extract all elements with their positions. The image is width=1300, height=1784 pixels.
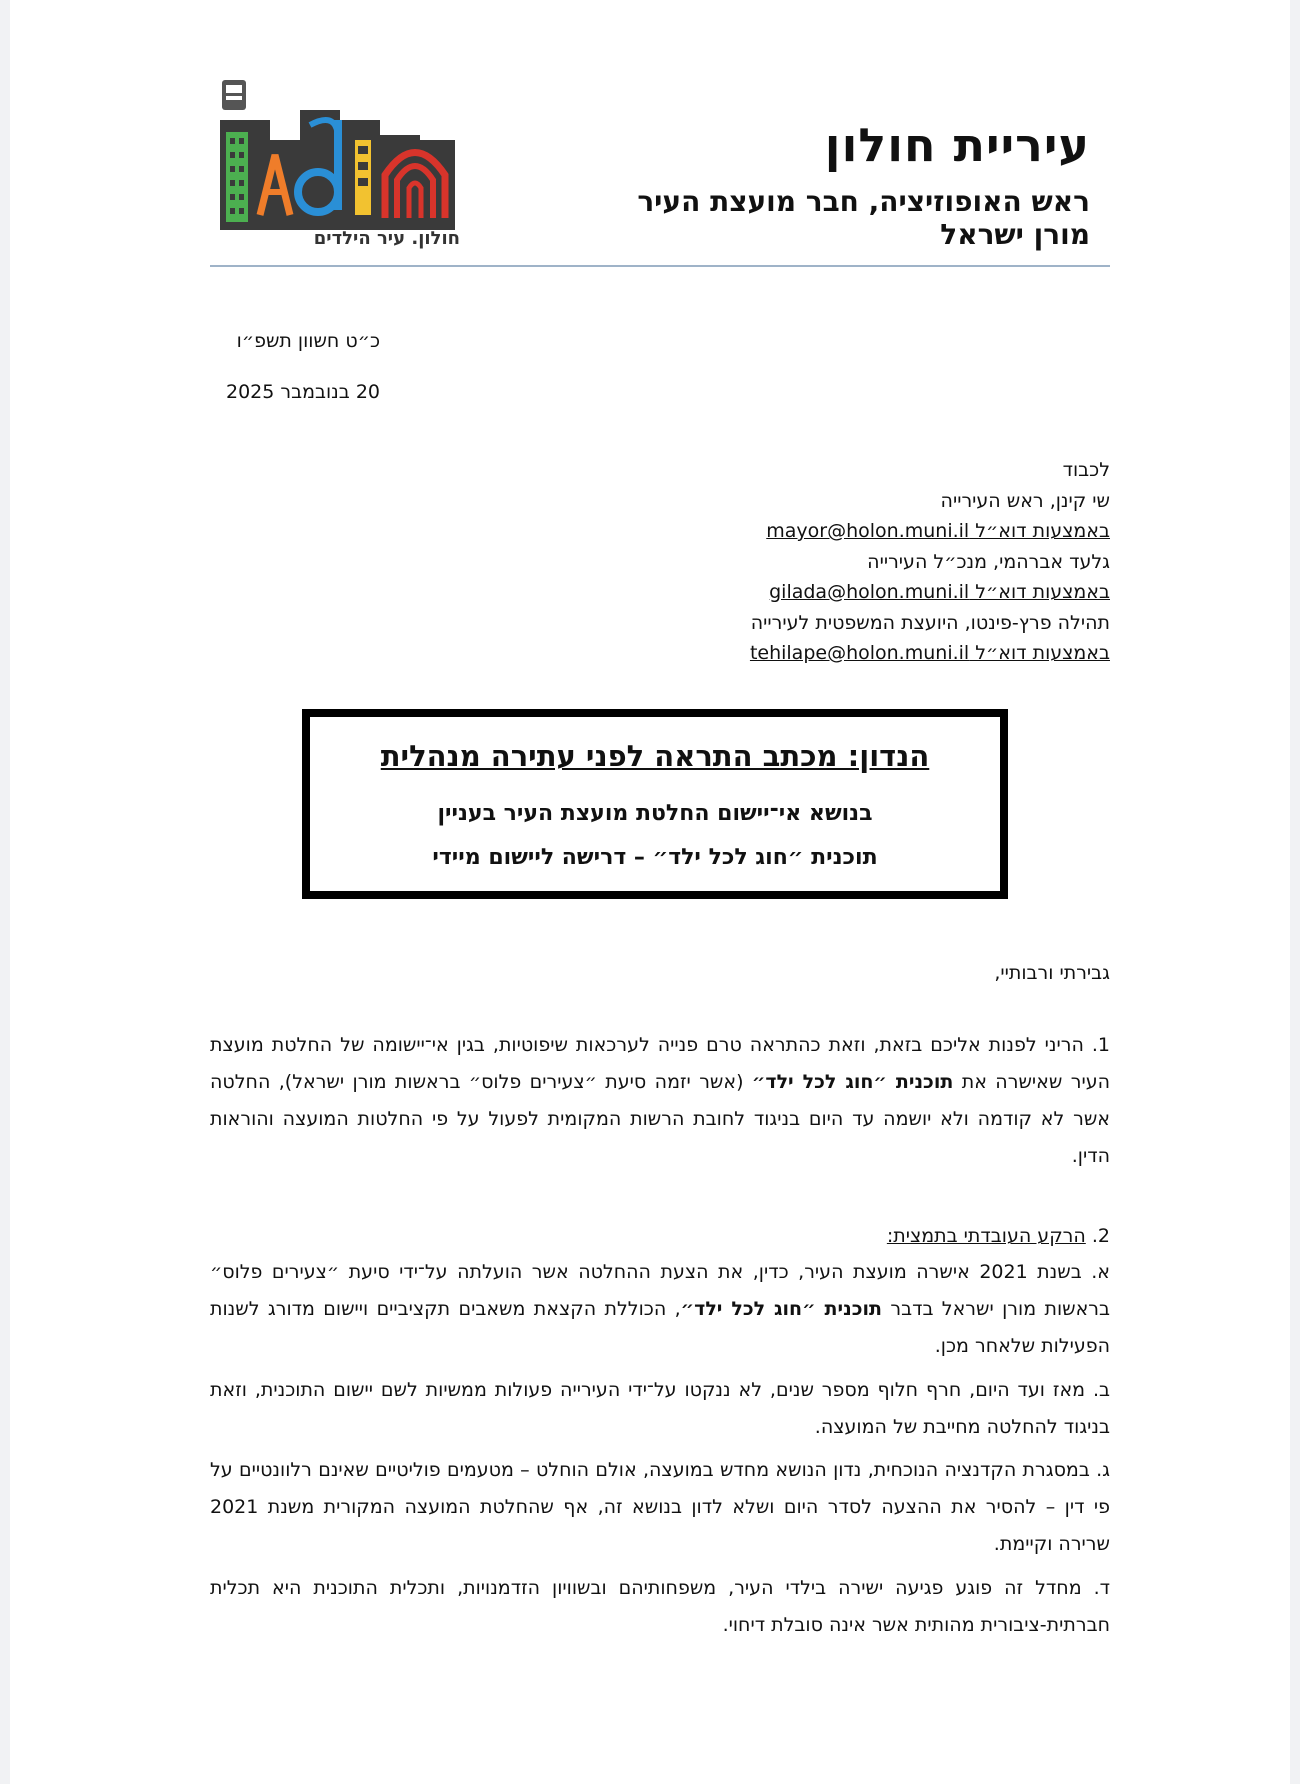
subject-title: הנדון: מכתב התראה לפני עתירה מנהלית <box>380 739 930 773</box>
recipient-ceo-email-line <box>630 577 1110 608</box>
recipient-ceo: גלעד אברהמי, מנכ״ל העירייה <box>867 550 1110 573</box>
subject-box <box>302 709 1008 899</box>
pa-text-b: , הכוללת הקצאת משאבים תקציביים ויישום מדורג לשנות הפעילות שלאחר מכן. <box>210 1298 1110 1357</box>
p1-text-b: (אשר יזמה סיעת ״צעירים פלוס״ בראשות מורן ישראל), החלטה אשר לא קודמה ולא יושמה עד היום בניגוד לחובת הרשות המקומית לפעול על פי החלטות המועצה והוראות הדין. <box>210 1071 1110 1167</box>
paragraph-2a <box>210 1254 1110 1365</box>
paragraph-2d: ד. מחדל זה פוגע פגיעה ישירה בילדי העיר, משפחותיהם ובשוויון הזדמנויות, ותכלית התוכנית היא תכלית חברתית-ציבורית מהותית אשר אינה סובלת דיחוי. <box>210 1577 1110 1636</box>
section-2-heading <box>710 1225 1110 1247</box>
letter-page <box>10 0 1290 1784</box>
paragraph-1 <box>210 1027 1110 1175</box>
ceo-email-link[interactable]: gilada@holon.muni.il <box>769 581 970 603</box>
municipality-title: עיריית חולון <box>824 118 1090 172</box>
to-label: לכבוד <box>1062 459 1110 481</box>
email-prefix: באמצעות דוא״ל <box>969 642 1110 664</box>
subject-line-2: תוכנית ״חוג לכל ילד״ – דרישה ליישום מיידי <box>432 845 878 870</box>
pa-program-name: תוכנית ״חוג לכל ילד״ <box>680 1298 882 1320</box>
legal-email-link[interactable]: tehilape@holon.muni.il <box>749 642 970 664</box>
paragraph-2c: ג. במסגרת הקדנציה הנוכחית, נדון הנושא מחדש במועצה, אולם הוחלט – מטעמים פוליטיים שאינם רלוונטיים על פי דין – להסיר את ההצעה לסדר היום ושלא לדון בנושא זה, אף שהחלטת המועצה המקורית משנת 2021 שרירה וקיימת. <box>210 1459 1110 1555</box>
recipient-legal-email-line <box>630 638 1110 669</box>
email-prefix: באמצעות דוא״ל <box>969 581 1110 603</box>
recipient-mayor-email-line <box>630 516 1110 547</box>
salutation: גבירתי ורבותיי, <box>994 962 1110 984</box>
logo-graphic <box>220 80 460 230</box>
sender-role: ראש האופוזיציה, חבר מועצת העיר <box>637 185 1090 218</box>
recipients-block <box>630 455 1110 669</box>
header-divider <box>210 265 1110 267</box>
paragraph-2b: ב. מאז ועד היום, חרף חלוף מספר שנים, לא ננקטו על־ידי העירייה פעולות ממשיות לשם יישום התוכנית, וזאת בניגוד להחלטה מחייבת של המועצה. <box>210 1379 1110 1438</box>
section-title: הרקע העובדתי בתמצית: <box>886 1225 1086 1247</box>
mayor-email-link[interactable]: mayor@holon.muni.il <box>766 520 970 542</box>
gregorian-date: 20 בנובמבר 2025 <box>226 381 380 403</box>
email-prefix: באמצעות דוא״ל <box>969 520 1110 542</box>
recipient-legal: תהילה פרץ-פינטו, היועצת המשפטית לעירייה <box>750 611 1110 634</box>
logo-tagline: חולון. עיר הילדים <box>313 228 460 249</box>
sender-name: מורן ישראל <box>940 218 1090 251</box>
pa-text-a: א. בשנת 2021 אישרה מועצת העיר, כדין, את הצעת ההחלטה אשר הועלתה על־ידי סיעת ״צעירים פלוס״ בראשות מורן ישראל בדבר <box>210 1261 1110 1320</box>
hebrew-date: כ״ט חשוון תשפ״ו <box>236 330 380 352</box>
subject-line-1: בנושא אי־יישום החלטת מועצת העיר בעניין <box>437 801 873 826</box>
recipient-mayor: שי קינן, ראש העירייה <box>940 489 1110 512</box>
p1-text-a: 1. הריני לפנות אליכם בזאת, וזאת כהתראה טרם פנייה לערכאות שיפוטיות, בגין אי־יישומה של החלטת מועצת העיר שאישרה את <box>210 1034 1110 1093</box>
section-number: 2. <box>1085 1225 1110 1247</box>
p1-program-name: תוכנית ״חוג לכל ילד״ <box>751 1071 954 1093</box>
holon-city-logo <box>220 80 460 255</box>
